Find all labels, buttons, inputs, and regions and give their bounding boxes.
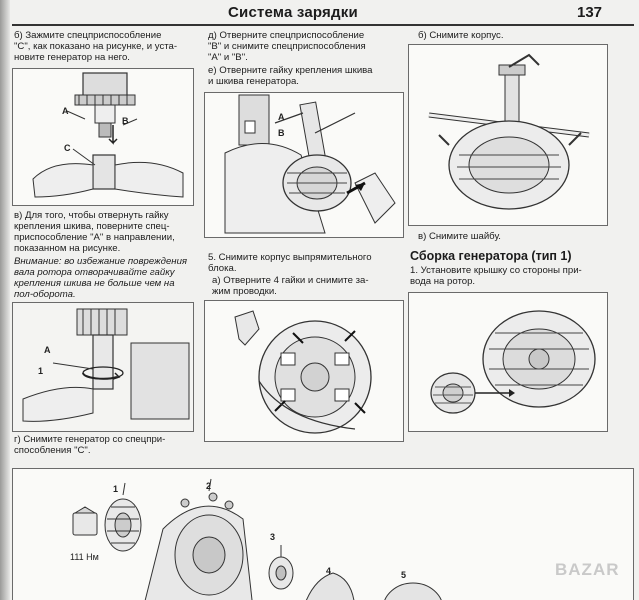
col1-step-v: в) Для того, чтобы отвернуть гайку крепления шкива, поверните спец- приспособление "А" в направлении, показанном на рисунке. [14,210,175,254]
figure-remove-pulley-nut [204,92,404,238]
figure-exploded-view-drawing [13,469,633,600]
part-number-1: 1 [113,484,119,494]
figure-remove-pulley-nut-drawing [205,93,403,237]
col3-step-1: 1. Установите крышку со стороны при- вода на ротор. [410,265,582,287]
col1-step-g: г) Снимите генератор со спецпри- способления "С". [14,434,166,456]
fig1-label-b: B [122,116,129,126]
col2-step-d: д) Отверните спецприспособление "B" и снимите спецприспособления "A" и "B". [208,30,366,63]
figure-exploded-view [12,468,634,600]
fig2-label-1: 1 [38,366,44,376]
page-number: 137 [577,4,603,21]
figure-generator-on-tool-c-drawing [13,69,193,205]
col3-step-b: б) Снимите корпус. [418,30,504,41]
page-spine-shadow [0,0,10,600]
fig3-label-a: A [278,112,285,122]
figure-rectifier-housing-drawing [205,301,403,441]
caution-note: Внимание: во избежание повреждения вала ротора отворачивайте гайку крепления шкива не больше чем на пол-оборота. [14,256,188,300]
col2-step-e: е) Отверните гайку крепления шкива и шкива генератора. [208,65,373,87]
torque-label: 111 Нм [70,552,99,562]
figure-generator-on-tool-c [12,68,194,206]
part-number-5: 5 [401,570,407,580]
page-title: Система зарядки [228,4,358,21]
fig1-label-c: C [64,143,71,153]
part-number-3: 3 [270,532,276,542]
header-rule [12,24,634,26]
col1-step-b: б) Зажмите спецприспособление "С", как показано на рисунке, и уста- новите генератор на него. [14,30,178,63]
figure-remove-housing [408,44,608,226]
watermark: BAZAR [555,560,620,579]
col3-step-v: в) Снимите шайбу. [418,231,501,242]
figure-install-drive-end-cover-drawing [409,293,607,431]
section-title-assembly: Сборка генератора (тип 1) [410,249,572,263]
figure-rectifier-housing [204,300,404,442]
fig1-label-a: A [62,106,69,116]
col2-step-5a: а) Отверните 4 гайки и снимите за- жим проводки. [212,275,369,297]
col2-step-5: 5. Снимите корпус выпрямительного блока. [208,252,372,274]
part-number-2: 2 [206,481,212,491]
figure-remove-housing-drawing [409,45,607,225]
figure-install-drive-end-cover [408,292,608,432]
fig3-label-b: B [278,128,285,138]
part-number-4: 4 [326,566,332,576]
fig2-label-a: A [44,345,51,355]
